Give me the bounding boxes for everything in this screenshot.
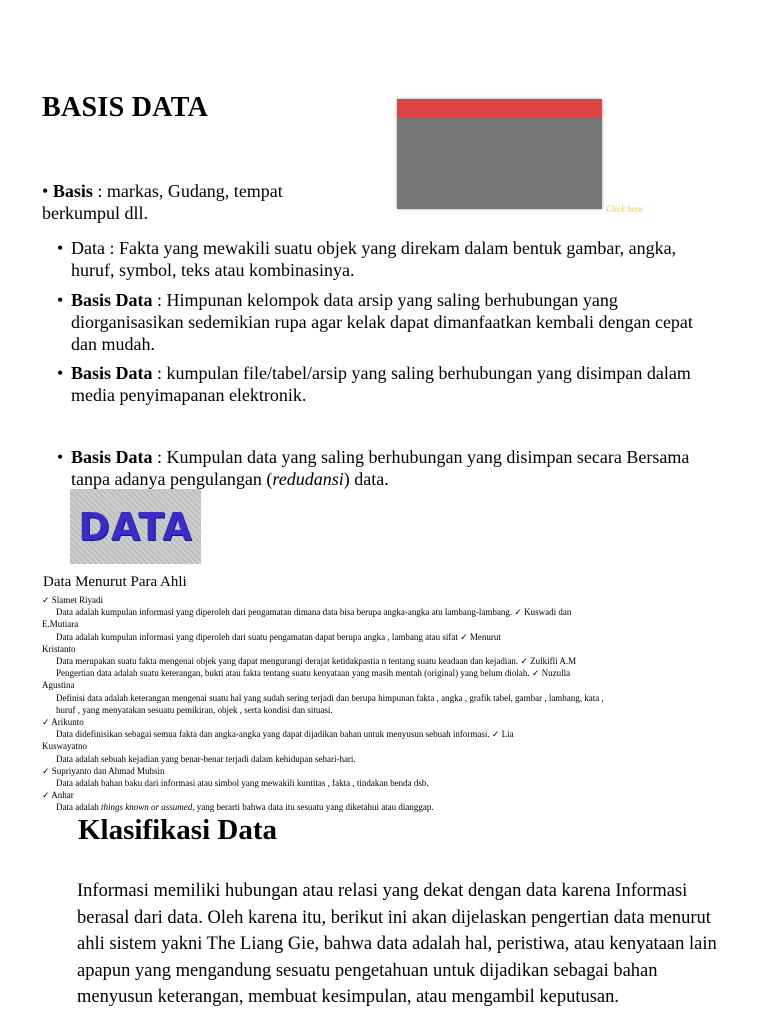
ahli-line: E.Mutiara [42,619,79,630]
bullet-text: : Kumpulan data yang saling berhubungan yang disimpan secara Bersama tanpa adanya pengulangan ( [71,447,690,489]
bullet-text: : Himpunan kelompok data arsip yang saling berhubungan yang diorganisasikan sedemikian rupa agar kelak dapat dimanfaatkan kembali dengan cepat dan mudah. [71,290,693,354]
ahli-line: Data adalah bahan baku dari informasi atau simbol yang mewakili kuntitas , fakta , tindakan benda dsb. [56,778,429,789]
basis-text: : markas, Gudang, tempat berkumpul dll. [42,181,283,223]
slide-thumbnail[interactable] [397,99,602,209]
ahli-lines [42,594,702,801]
ahli-line: Kuswayatno [42,741,87,752]
ahli-last-italic: things known or assumed [100,802,193,813]
bullet-item: • Basis Data : Himpunan kelompok data arsip yang saling berhubungan yang diorganisasikan sedemikian rupa agar kelak dapat dimanfaatkan kembali dengan cepat dan mudah. [57,290,693,354]
ahli-line [42,801,702,813]
ahli-line: huruf , yang menyatakan sesuatu pemikiran, objek , serta kondisi dan situasi. [56,704,333,715]
basis-definition: • Basis : markas, Gudang, tempat berkumpul dll. [42,181,283,223]
ahli-line: ✓ Arikunto [42,717,84,728]
bullet-item: • Basis Data : Kumpulan data yang saling berhubungan yang disimpan secara Bersama tanpa adanya pengulangan (redudansi) data. [57,447,690,489]
bullet-text-end: ) data. [343,469,389,489]
ahli-line: Data adalah kumpulan informasi yang diperoleh dari suatu pengamatan dapat berupa angka , lambang atau sifat ✓ Menurut [56,631,501,642]
klasifikasi-body: Informasi memiliki hubungan atau relasi yang dekat dengan data karena Informasi berasal dari data. Oleh karena itu, berikut ini akan dijelaskan pengertian data menurut ahli sistem yakni The Liang Gie, bahwa data adalah hal, peristiwa, atau kenyataan lain apapun yang mengandung sesuatu pengetahuan untuk dijadikan sebagai bahan menyusun keterangan, membuat kesimpulan, atau mengambil keputusan. [77,881,717,1007]
bullet-item: • Data : Fakta yang mewakili suatu objek yang direkam dalam bentuk gambar, angka, huruf, symbol, teks atau kombinasinya. [57,237,717,281]
ahli-definitions [42,594,702,814]
klasifikasi-title: Klasifikasi Data [78,814,277,846]
bullet-term: Basis Data [71,363,153,383]
click-here-link[interactable]: Click here [606,204,643,214]
ahli-line: Data adalah sebuah kejadian yang benar-benar terjadi dalam kehidupan sehari-hari. [56,753,356,764]
ahli-last-text-end: , yang berarti bahwa data itu sesuatu yang diketahui atau dianggap. [192,802,434,813]
basis-term: Basis [52,181,93,201]
bullet-term: Basis Data [71,447,153,467]
data-logo-image [70,489,201,564]
ahli-line: Agustina [42,680,75,691]
bullet-item: • Basis Data : kumpulan file/tabel/arsip yang saling berhubungan yang disimpan dalam media penyimapanan elektronik. [57,363,691,405]
ahli-line: Data adalah kumpulan informasi yang diperoleh dari pengamatan dimana data bisa berupa angka-angka atu lambang-lambang. ✓ Kuswadi dan [56,607,572,618]
ahli-line: Data merupakan suatu fakta mengenai objek yang dapat mengurangi derajat ketidakpastia n tentang suatu keadaan dan kejadian. ✓ Zulkifli A.M [56,656,577,667]
thumbnail-header-bar [397,99,602,117]
page-title: BASIS DATA [42,92,209,123]
ahli-line: Data didefinisikan sebagai semua fakta dan angka-angka yang dapat dijadikan bahan untuk menyusun sebuah informasi. ✓ Lia [56,729,514,740]
ahli-section-title: Data Menurut Para Ahli [43,574,187,590]
bullet-italic: redudansi [272,469,344,489]
bullet-term: Basis Data [71,290,153,310]
bullet-text: : kumpulan file/tabel/arsip yang saling berhubungan yang disimpan dalam media penyimapanan elektronik. [71,363,691,405]
ahli-line: ✓ Slamet Riyadi [42,595,104,605]
ahli-line: Pengertian data adalah suatu keterangan, bukti atau fakta tentang suatu kenyataan yang masih mentah (original) yang belum diolah. ✓ Nuzulla [56,668,571,679]
ahli-last-text: Data adalah [56,802,101,813]
bullet-text: Data : Fakta yang mewakili suatu objek yang direkam dalam bentuk gambar, angka, huruf, symbol, teks atau kombinasinya. [71,238,677,280]
ahli-line: Kristanto [42,643,76,654]
ahli-line: Definisi data adalah keterangan mengenai suatu hal yang sudah sering terjadi dan berupa himpunan fakta , angka , grafik tabel, gambar , lambang, kata , [56,692,604,703]
ahli-line: ✓ Supriyanto dan Ahmad Muhsin [42,765,165,776]
ahli-line: ✓ Anhar [42,790,74,801]
data-logo-text: DATA [78,504,193,549]
